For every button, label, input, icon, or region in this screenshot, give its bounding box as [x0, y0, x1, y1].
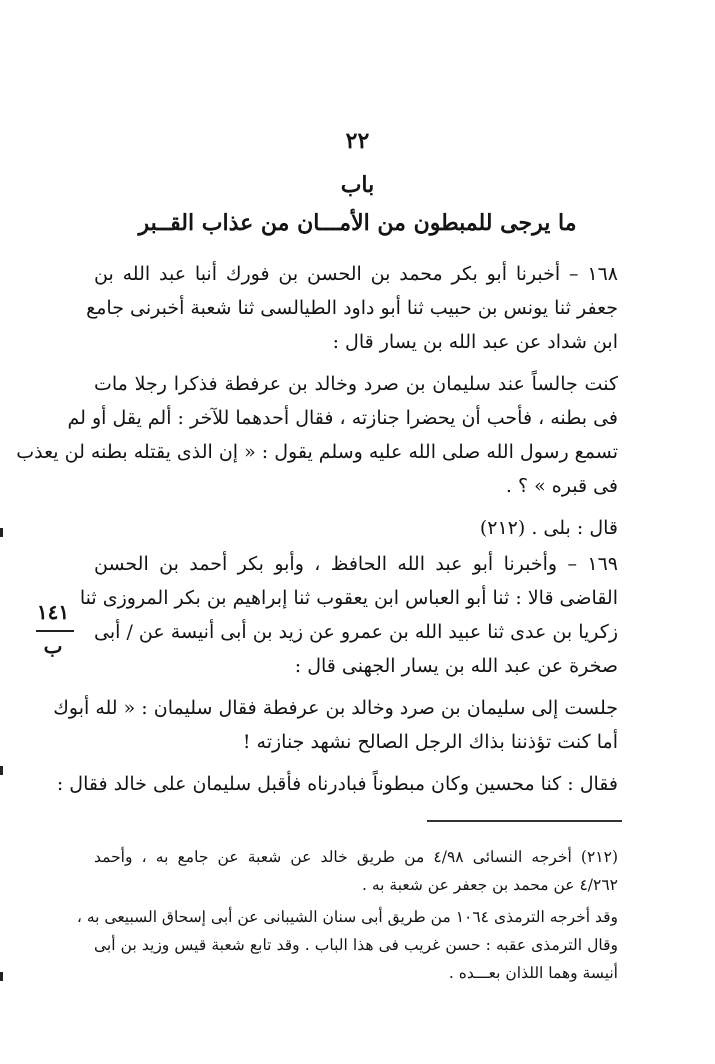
hadith-168-matn-line-2: فى بطنه ، فأحب أن يحضرا جنازته ، فقال أحدهما للآخر : ألم يقل أو لم — [67, 407, 618, 429]
hadith-169-isnad-line-1: ١٦٩ – وأخبرنا أبو عبد الله الحافظ ، وأبو بكر أحمد بن الحسن — [94, 553, 618, 575]
hadith-169-continuation: فقال : كنا محسين وكان مبطوناً فبادرناه فأقبل سليمان على خالد فقال : — [56, 773, 618, 795]
hadith-168-answer: قال : بلى . (٢١٢) — [479, 517, 618, 539]
hadith-169-isnad-line-2: القاضى قالا : ثنا أبو العباس ابن يعقوب ثنا إبراهيم بن بكر المروزى ثنا — [79, 587, 618, 609]
margin-folio-number: ١٤١ — [36, 600, 70, 624]
hadith-168-matn-line-1: كنت جالساً عند سليمان بن صرد وخالد بن عرفطة فذكرا رجلا مات — [94, 373, 618, 395]
hadith-169-matn-line-2: أما كنت تؤذننا بذاك الرجل الصالح نشهد جنازته ! — [242, 731, 618, 753]
scan-edge-mark — [0, 528, 3, 537]
hadith-168-isnad-line-2: جعفر ثنا يونس بن حبيب ثنا أبو داود الطيالسى ثنا شعبة أخبرنى جامع — [86, 297, 618, 319]
margin-folio-side: ب — [43, 634, 63, 658]
footnote-line-5: أنيسة وهما اللذان بعـــده . — [448, 964, 618, 982]
scan-edge-mark — [0, 972, 3, 981]
hadith-169-matn-line-1: جلست إلى سليمان بن صرد وخالد بن عرفطة فقال سليمان : « لله أبوك — [53, 697, 618, 719]
footnote-line-1: (٢١٢) أخرجه النسائى ٤/٩٨ من طريق خالد عن شعبة عن جامع به ، وأحمد — [94, 848, 618, 866]
scan-edge-mark — [0, 766, 3, 775]
hadith-168-isnad-line-3: ابن شداد عن عبد الله بن يسار قال : — [332, 331, 618, 353]
margin-folio-rule — [36, 630, 74, 632]
footnote-line-4: وقال الترمذى عقبه : حسن غريب فى هذا الباب . وقد تابع شعبة قيس وزيد بن أبى — [94, 936, 618, 954]
footnote-line-3: وقد أخرجه الترمذى ١٠٦٤ من طريق أبى سنان الشيبانى عن أبى إسحاق السبيعى به ، — [76, 908, 618, 926]
hadith-168-isnad-line-1: ١٦٨ – أخبرنا أبو بكر محمد بن الحسن بن فورك أنبا عبد الله بن — [94, 263, 618, 285]
page-number: ٢٢ — [345, 128, 370, 154]
hadith-168-matn-line-4: فى قبره » ؟ . — [505, 475, 618, 497]
footnote-line-2: ٤/٢٦٢ عن محمد بن جعفر عن شعبة به . — [361, 876, 618, 894]
hadith-168-matn-line-3: تسمع رسول الله صلى الله عليه وسلم يقول : « إن الذى يقتله بطنه لن يعذب — [16, 441, 618, 463]
chapter-label: باب — [340, 172, 375, 198]
chapter-title: ما يرجى للمبطون من الأمـــان من عذاب القــبر — [138, 210, 577, 236]
hadith-169-isnad-line-3: زكريا بن عدى ثنا عبيد الله بن عمرو عن زيد بن أبى أنيسة عن / أبى — [94, 621, 618, 643]
footnote-separator — [427, 820, 622, 822]
hadith-169-isnad-line-4: صخرة عن عبد الله بن يسار الجهنى قال : — [294, 655, 618, 677]
